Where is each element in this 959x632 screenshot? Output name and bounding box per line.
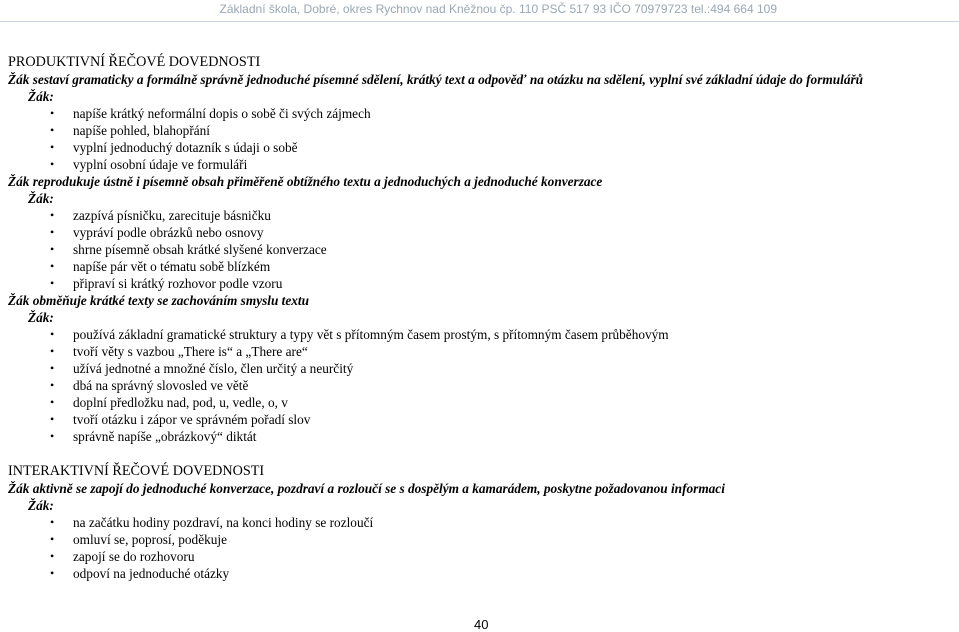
list-item: • odpoví na jednoduché otázky — [8, 565, 953, 582]
list-item: • dbá na správný slovosled ve větě — [8, 377, 953, 394]
block-heading: Žák aktivně se zapojí do jednoduché konverzace, pozdraví a rozloučí se s dospělým a kamarádem, poskytne požadovanou informaci — [8, 481, 725, 496]
zak-label: Žák: — [28, 191, 54, 206]
zak-label: Žák: — [28, 498, 54, 513]
block-heading: Žák reprodukuje ústně i písemně obsah přiměřeně obtížného textu a jednoduchých a jednoduché konverzace — [8, 174, 603, 189]
list-item: • užívá jednotné a množné číslo, člen určitý a neurčitý — [8, 360, 953, 377]
list-item: • zapojí se do rozhovoru — [8, 548, 953, 565]
list-item: • napíše pár vět o tématu sobě blízkém — [8, 258, 953, 275]
list-item: • používá základní gramatické struktury a typy vět s přítomným časem prostým, s přítomným časem průběhovým — [8, 326, 953, 343]
section-title: INTERAKTIVNÍ ŘEČOVÉ DOVEDNOSTI — [8, 463, 265, 479]
zak-label: Žák: — [28, 310, 54, 325]
item-list — [8, 207, 953, 292]
item-list — [8, 326, 953, 445]
list-item: • shrne písemně obsah krátké slyšené konverzace — [8, 241, 953, 258]
list-item: • vyplní osobní údaje ve formuláři — [8, 156, 953, 173]
list-item: • vypráví podle obrázků nebo osnovy — [8, 224, 953, 241]
list-item: • omluví se, poprosí, poděkuje — [8, 531, 953, 548]
list-item: • napíše pohled, blahopřání — [8, 122, 953, 139]
list-item: • napíše krátký neformální dopis o sobě či svých zájmech — [8, 105, 953, 122]
zak-label: Žák: — [28, 89, 54, 104]
list-item: • tvoří věty s vazbou „There is“ a „There are“ — [8, 343, 953, 360]
header-divider — [0, 21, 959, 22]
document-body — [8, 54, 953, 582]
list-item: • na začátku hodiny pozdraví, na konci hodiny se rozloučí — [8, 514, 953, 531]
item-list — [8, 105, 953, 173]
block-heading: Žák obměňuje krátké texty se zachováním smyslu textu — [8, 293, 310, 308]
item-list — [8, 514, 953, 582]
section-gap — [8, 445, 953, 463]
school-header: Základní škola, Dobré, okres Rychnov nad Kněžnou čp. 110 PSČ 517 93 IČO 70979723 tel.:494 664 109 — [219, 2, 777, 16]
list-item: • připraví si krátký rozhovor podle vzoru — [8, 275, 953, 292]
page-number: 40 — [474, 617, 489, 632]
list-item: • správně napíše „obrázkový“ diktát — [8, 428, 953, 445]
block-heading: Žák sestaví gramaticky a formálně správně jednoduché písemné sdělení, krátký text a odpověď na otázku na sdělení, vyplní své základní údaje do formulářů — [8, 72, 864, 87]
section-title: PRODUKTIVNÍ ŘEČOVÉ DOVEDNOSTI — [8, 54, 261, 70]
list-item: • doplní předložku nad, pod, u, vedle, o, v — [8, 394, 953, 411]
list-item: • vyplní jednoduchý dotazník s údaji o sobě — [8, 139, 953, 156]
list-item: • zazpívá písničku, zarecituje básničku — [8, 207, 953, 224]
list-item: • tvoří otázku i zápor ve správném pořadí slov — [8, 411, 953, 428]
